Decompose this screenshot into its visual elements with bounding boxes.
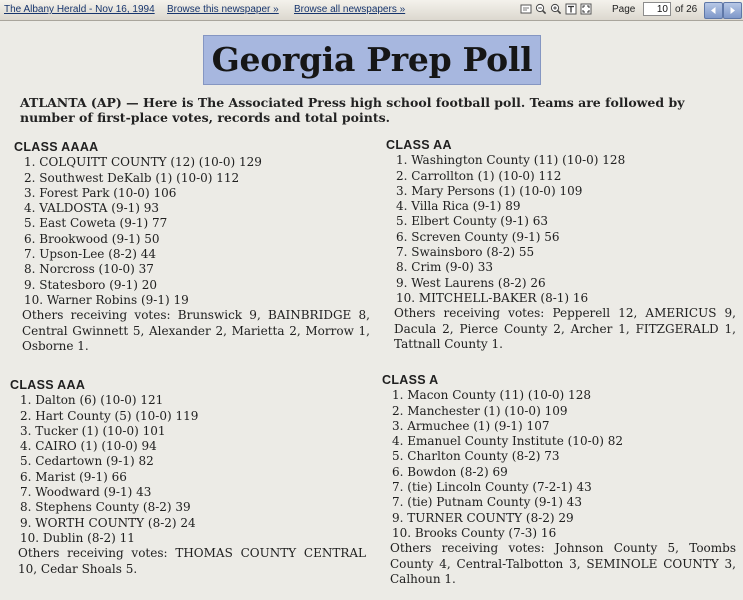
list-item: 7. (tie) Lincoln County (7-2-1) 43	[392, 480, 592, 495]
class-aaa-title: CLASS AAA	[10, 378, 86, 392]
class-a-title: CLASS A	[382, 373, 439, 387]
prev-page-icon	[709, 6, 718, 15]
list-item: 2. Hart County (5) (10-0) 119	[20, 408, 199, 423]
headline-banner	[203, 35, 541, 85]
class-aaaa-section	[14, 140, 370, 354]
viewer-toolbar	[0, 0, 743, 21]
clip-icon[interactable]	[520, 3, 532, 15]
list-item: 3. Tucker (1) (10-0) 101	[20, 423, 166, 438]
list-item: 5. Cedartown (9-1) 82	[20, 454, 154, 469]
list-item: 1. Washington County (11) (10-0) 128	[396, 153, 626, 168]
list-item: 8. Stephens County (8-2) 39	[20, 500, 191, 515]
list-item: 5. Charlton County (8-2) 73	[392, 449, 560, 464]
list-item: 7. Woodward (9-1) 43	[20, 485, 152, 500]
list-item: 9. TURNER COUNTY (8-2) 29	[392, 510, 574, 525]
list-item: 8. Crim (9-0) 33	[396, 260, 493, 275]
article-intro: ATLANTA (AP) — Here is The Associated Press high school football poll. Teams are followed by number of first-place votes, records and total points.	[20, 95, 685, 125]
page-label: Page	[612, 4, 636, 15]
zoom-in-icon[interactable]	[550, 3, 562, 15]
next-page-icon	[728, 6, 737, 15]
list-item: 7. Upson-Lee (8-2) 44	[24, 247, 156, 262]
class-a-section	[382, 373, 736, 587]
list-item: 5. Elbert County (9-1) 63	[396, 214, 549, 229]
class-aa-others: Others receiving votes: Pepperell 12, AMERICUS 9, Dacula 2, Pierce County 2, Archer 1, FITZGERALD 1, Tattnall County 1.	[394, 306, 736, 351]
list-item: 1. COLQUITT COUNTY (12) (10-0) 129	[24, 155, 262, 170]
list-item: 7. Swainsboro (8-2) 55	[396, 245, 535, 260]
headline: Georgia Prep Poll	[211, 40, 533, 79]
fullscreen-icon[interactable]	[580, 3, 592, 15]
list-item: 4. Emanuel County Institute (10-0) 82	[392, 434, 624, 449]
prev-page-button[interactable]	[704, 2, 723, 19]
list-item: 2. Southwest DeKalb (1) (10-0) 112	[24, 170, 240, 185]
list-item: 6. Screven County (9-1) 56	[396, 229, 560, 244]
list-item: 9. Statesboro (9-1) 20	[24, 277, 157, 292]
class-aaaa-others: Others receiving votes: Brunswick 9, BAINBRIDGE 8, Central Gwinnett 5, Alexander 2, Marietta 2, Morrow 1, Osborne 1.	[22, 308, 370, 353]
list-item: 3. Mary Persons (1) (10-0) 109	[396, 183, 583, 198]
class-aa-title: CLASS AA	[386, 138, 452, 152]
class-aaa-others: Others receiving votes: THOMAS COUNTY CENTRAL 10, Cedar Shoals 5.	[18, 546, 366, 576]
text-view-icon[interactable]	[565, 3, 577, 15]
list-item: 9. West Laurens (8-2) 26	[396, 275, 546, 290]
list-item: 10. Dublin (8-2) 11	[20, 530, 135, 545]
list-item: 3. Armuchee (1) (9-1) 107	[392, 418, 550, 433]
browse-this-newspaper-link[interactable]: Browse this newspaper »	[167, 4, 279, 15]
class-aaaa-title: CLASS AAAA	[14, 140, 99, 154]
list-item: 2. Manchester (1) (10-0) 109	[392, 403, 568, 418]
newspaper-title-link[interactable]: The Albany Herald - Nov 16, 1994	[4, 4, 155, 15]
next-page-button[interactable]	[723, 2, 742, 19]
list-item: 10. Brooks County (7-3) 16	[392, 525, 557, 540]
page-number-input[interactable]	[643, 2, 671, 16]
list-item: 10. MITCHELL-BAKER (8-1) 16	[396, 290, 589, 305]
list-item: 6. Bowdon (8-2) 69	[392, 464, 508, 479]
list-item: 9. WORTH COUNTY (8-2) 24	[20, 515, 196, 530]
toolbar-icon-group	[520, 3, 592, 15]
list-item: 3. Forest Park (10-0) 106	[24, 185, 177, 200]
class-aa-section	[386, 138, 736, 352]
class-a-others: Others receiving votes: Johnson County 5, Toombs County 4, Central-Talbotton 3, SEMINOLE COUNTY 3, Calhoun 1.	[390, 541, 736, 586]
list-item: 4. VALDOSTA (9-1) 93	[24, 201, 160, 216]
page-count: of 26	[675, 4, 698, 15]
list-item: 6. Brookwood (9-1) 50	[24, 231, 160, 246]
newspaper-page	[0, 21, 743, 600]
list-item: 6. Marist (9-1) 66	[20, 469, 127, 484]
list-item: 5. East Coweta (9-1) 77	[24, 216, 168, 231]
list-item: 2. Carrollton (1) (10-0) 112	[396, 168, 562, 183]
browse-all-newspapers-link[interactable]: Browse all newspapers »	[294, 4, 406, 15]
list-item: 4. Villa Rica (9-1) 89	[396, 199, 521, 214]
class-aaa-section	[10, 378, 366, 577]
list-item: 7. (tie) Putnam County (9-1) 43	[392, 495, 582, 510]
list-item: 4. CAIRO (1) (10-0) 94	[20, 439, 157, 454]
list-item: 8. Norcross (10-0) 37	[24, 262, 154, 277]
list-item: 1. Dalton (6) (10-0) 121	[20, 393, 164, 408]
list-item: 1. Macon County (11) (10-0) 128	[392, 388, 591, 403]
list-item: 10. Warner Robins (9-1) 19	[24, 292, 189, 307]
zoom-out-icon[interactable]	[535, 3, 547, 15]
